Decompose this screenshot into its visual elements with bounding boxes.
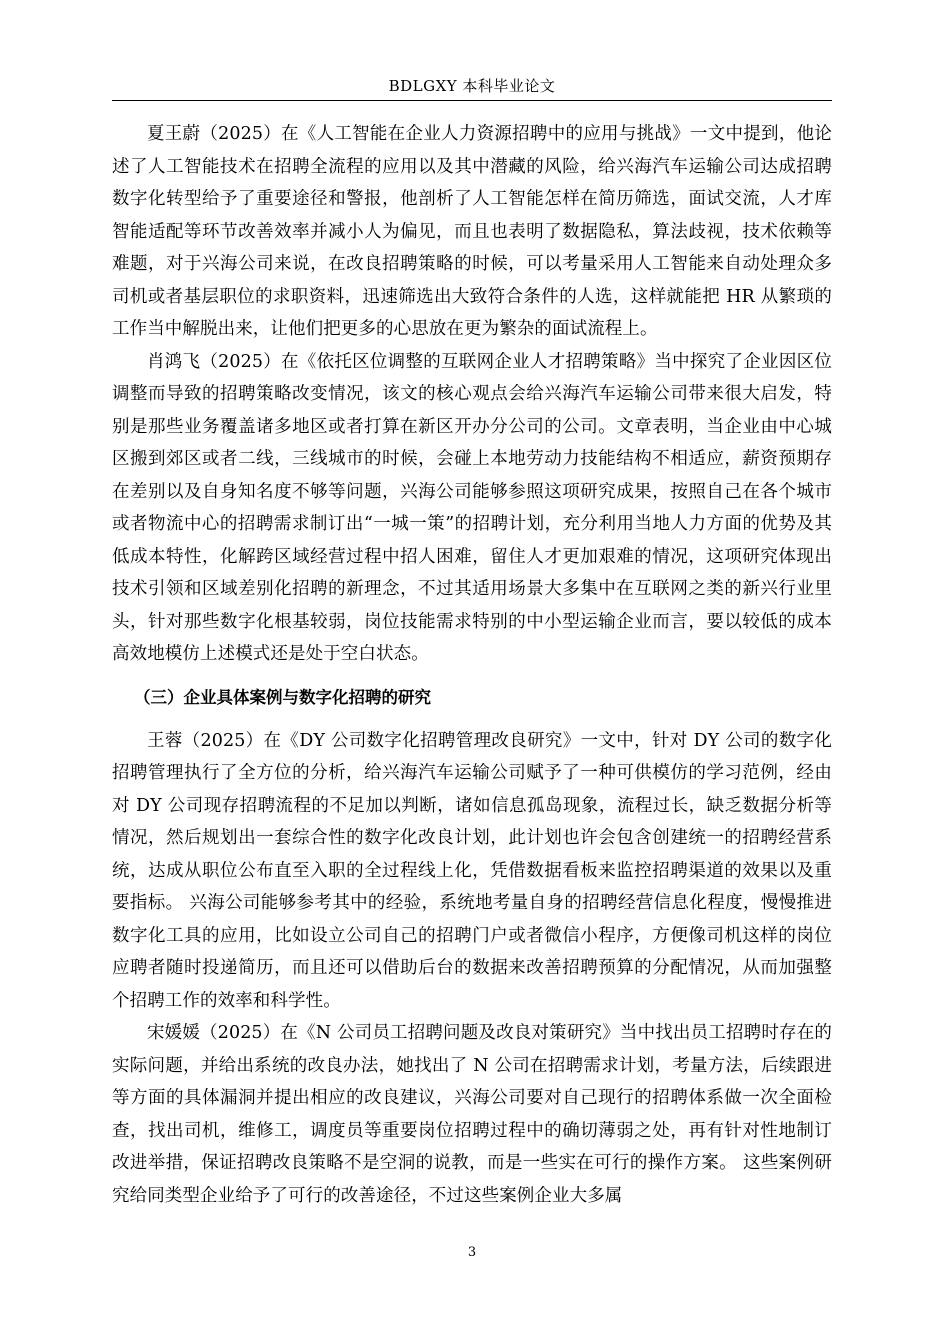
page-number: 3: [467, 1245, 477, 1260]
paragraph-song-yuanyuan: 宋媛媛（2025）在《N 公司员工招聘问题及改良对策研究》当中找出员工招聘时存在的实际问题，并给出系统的改良办法，她找出了 N 公司在招聘需求计划，考量方法，后续跟进等方面的具体漏洞并提出相应的改良建议，兴海公司要对自己现行的招聘体系做一次全面检查，找出司机，维修工，调度员等重要岗位招聘过程中的确切薄弱之处，再有针对性地制订改进举措，保证招聘改良策略不是空洞的说教，而是一些实在可行的操作方案。 这些案例研究给同类型企业给予了可行的改善途径，不过这些案例企业大多属: [112, 1023, 832, 1206]
section-heading: （三）企业具体案例与数字化招聘的研究: [134, 687, 431, 707]
body-text: [112, 118, 832, 1212]
paragraph-xiao-hongfei: 肖鸿飞（2025）在《依托区位调整的互联网企业人才招聘策略》当中探究了企业因区位调整而导致的招聘策略改变情况，该文的核心观点会给兴海汽车运输公司带来很大启发，特别是那些业务覆盖诸多地区或者打算在新区开办分公司的公司。文章表明，当企业由中心城区搬到郊区或者二线，三线城市的时候，会碰上本地劳动力技能结构不相适应，薪资预期存在差别以及自身知名度不够等问题，兴海公司能够参照这项研究成果，按照自己在各个城市或者物流中心的招聘需求制订出“一城一策”的招聘计划，充分利用当地人力方面的优势及其低成本特性，化解跨区域经营过程中招人困难，留住人才更加艰难的情况，这项研究体现出技术引领和区域差别化招聘的新理念，不过其适用场景大多集中在互联网之类的新兴行业里头，针对那些数字化根基较弱，岗位技能需求特别的中小型运输企业而言，要以较低的成本高效地模仿上述模式还是处于空白状态。: [112, 351, 832, 664]
running-header: BDLGXY 本科毕业论文: [388, 77, 556, 95]
paragraph-xia-wangwei: 夏王蔚（2025）在《人工智能在企业人力资源招聘中的应用与挑战》一文中提到，他论述了人工智能技术在招聘全流程的应用以及其中潜藏的风险，给兴海汽车运输公司达成招聘数字化转型给予了重要途径和警报，他剖析了人工智能怎样在简历筛选，面试交流，人才库智能适配等环节改善效率并减小人为偏见，而且也表明了数据隐私，算法歧视，技术依赖等难题，对于兴海公司来说，在改良招聘策略的时候，可以考量采用人工智能来自动处理众多司机或者基层职位的求职资料，迅速筛选出大致符合条件的人选，这样就能把 HR 从繁琐的工作当中解脱出来，让他们把更多的心思放在更为繁杂的面试流程上。: [112, 124, 832, 339]
paragraph-wang-rong: 王蓉（2025）在《DY 公司数字化招聘管理改良研究》一文中，针对 DY 公司的数字化招聘管理执行了全方位的分析，给兴海汽车运输公司赋予了一种可供模仿的学习范例，经由对 DY 公司现存招聘流程的不足加以判断，诸如信息孤岛现象，流程过长，缺乏数据分析等情况，然后规划出一套综合性的数字化改良计划，此计划也许会包含创建统一的招聘经营系统，达成从职位公布直至入职的全过程线上化，凭借数据看板来监控招聘渠道的效果以及重要指标。 兴海公司能够参考其中的经验，系统地考量自身的招聘经营信息化程度，慢慢推进数字化工具的应用，比如设立公司自己的招聘门户或者微信小程序，方便像司机这样的岗位应聘者随时投递简历，而且还可以借助后台的数据来改善招聘预算的分配情况，从而加强整个招聘工作的效率和科学性。: [112, 730, 832, 1011]
header-divider: [112, 100, 832, 101]
